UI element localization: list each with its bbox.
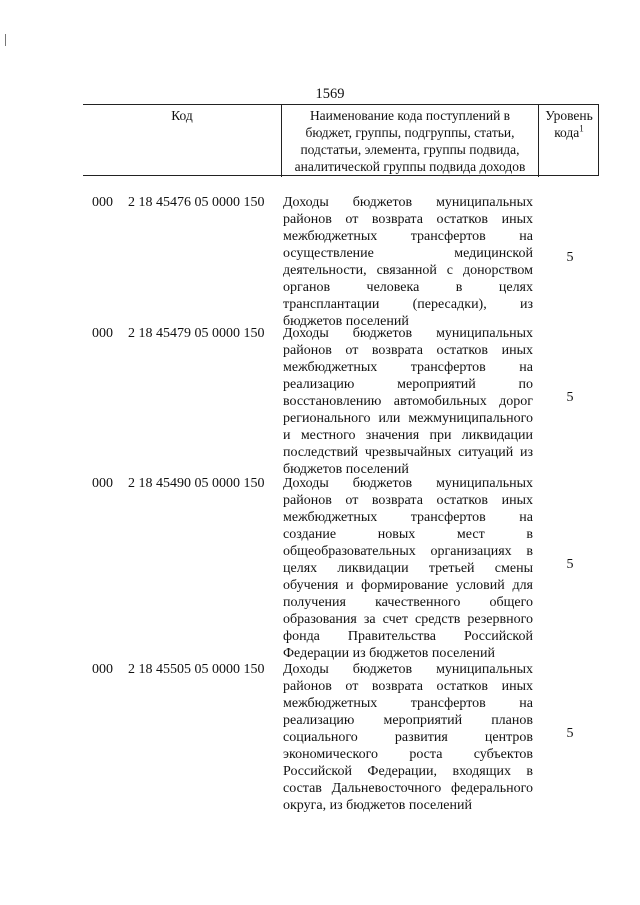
header-name: [282, 105, 539, 177]
row-description: [283, 475, 533, 662]
description-line: районов от возврата остатков иных: [283, 212, 533, 227]
description-line: реализацию мероприятий по: [283, 377, 533, 392]
row-description: [283, 194, 533, 330]
description-line: Российской Федерации, входящих в: [283, 764, 533, 779]
page-number: 1569: [315, 86, 345, 102]
description-line: районов от возврата остатков иных: [283, 679, 533, 694]
description-line: общеобразовательных организациях в: [283, 544, 533, 559]
row-income-code: 2 18 45479 05 0000 150: [128, 326, 265, 341]
description-line: районов от возврата остатков иных: [283, 343, 533, 358]
row-admin-code: 000: [92, 476, 113, 491]
description-line: восстановлению автомобильных дорог: [283, 394, 533, 409]
row-admin-code: 000: [92, 195, 113, 210]
description-line: создание новых мест в: [283, 527, 533, 542]
description-line: Доходы бюджетов муниципальных: [283, 476, 533, 491]
description-line: образования за счет средств резервного: [283, 612, 533, 627]
description-line: Доходы бюджетов муниципальных: [283, 662, 533, 677]
description-line: трансплантации (пересадки), из: [283, 297, 533, 312]
description-line: целях ликвидации третьей смены: [283, 561, 533, 576]
description-line: межбюджетных трансфертов на: [283, 229, 533, 244]
description-line: межбюджетных трансфертов на: [283, 360, 533, 375]
description-line: социального развития центров: [283, 730, 533, 745]
table-header: [83, 104, 599, 176]
row-income-code: 2 18 45505 05 0000 150: [128, 662, 265, 677]
description-line: органов человека в целях: [283, 280, 533, 295]
description-line: регионального или межмуниципального: [283, 411, 533, 426]
row-income-code: 2 18 45476 05 0000 150: [128, 195, 265, 210]
description-line: состав Дальневосточного федерального: [283, 781, 533, 796]
header-name-line: Наименование кода поступлений в: [309, 108, 511, 123]
footnote-mark: 1: [579, 123, 584, 134]
row-income-code: 2 18 45490 05 0000 150: [128, 476, 265, 491]
description-line: осуществление медицинской: [283, 246, 533, 261]
header-code: Код: [83, 105, 282, 177]
description-line: последствий чрезвычайных ситуаций из: [283, 445, 533, 460]
description-line: районов от возврата остатков иных: [283, 493, 533, 508]
description-line: деятельности, связанной с донорством: [283, 263, 533, 278]
description-line: Доходы бюджетов муниципальных: [283, 195, 533, 210]
row-level: 5: [566, 557, 574, 572]
header-level-line: кода$^1$: [554, 123, 584, 140]
description-line: получения качественного общего: [283, 595, 533, 610]
description-line: Федерации из бюджетов поселений: [283, 646, 495, 661]
description-line: межбюджетных трансфертов на: [283, 696, 533, 711]
description-line: и местного значения при ликвидации: [283, 428, 533, 443]
header-name-line: аналитической группы подвида доходов: [294, 159, 526, 174]
description-line: округа, из бюджетов поселений: [283, 798, 472, 813]
description-line: обучения и формирование условий для: [283, 578, 533, 593]
description-line: бюджетов поселений: [283, 314, 409, 329]
description-line: реализацию мероприятий планов: [283, 713, 533, 728]
description-line: бюджетов поселений: [283, 462, 409, 477]
header-name-line: бюджет, группы, подгруппы, статьи,: [305, 125, 515, 140]
description-line: фонда Правительства Российской: [283, 629, 533, 644]
description-line: межбюджетных трансфертов на: [283, 510, 533, 525]
row-level: 5: [566, 726, 574, 741]
description-line: экономического роста субъектов: [283, 747, 533, 762]
row-description: [283, 325, 533, 478]
description-line: Доходы бюджетов муниципальных: [283, 326, 533, 341]
row-description: [283, 661, 533, 814]
row-admin-code: 000: [92, 662, 113, 677]
row-level: 5: [566, 390, 574, 405]
row-admin-code: 000: [92, 326, 113, 341]
header-level: [540, 105, 598, 177]
row-level: 5: [566, 250, 574, 265]
header-name-line: подстатьи, элемента, группы подвида,: [300, 142, 520, 157]
scan-margin-mark: [5, 34, 6, 46]
header-level-line: Уровень: [545, 108, 593, 123]
